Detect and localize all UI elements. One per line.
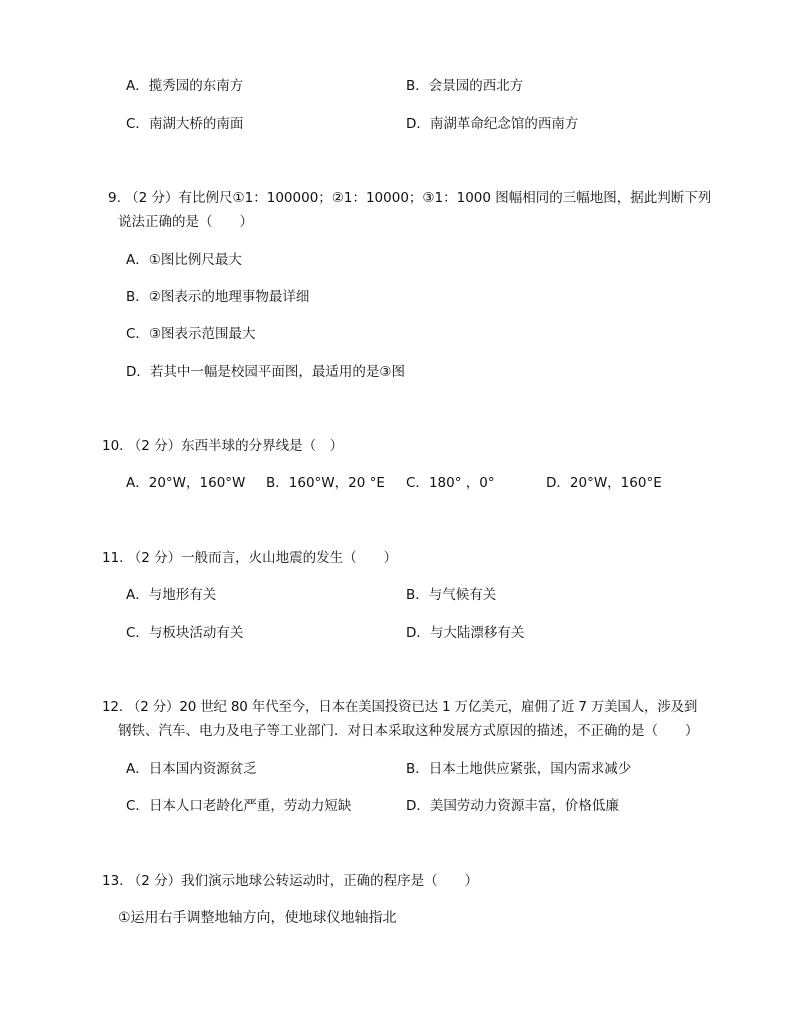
q9-stem-line2: 说法正确的是（ ） — [118, 214, 253, 230]
q10-option-d — [546, 474, 662, 492]
q10-stem: 10. （2 分）东西半球的分界线是（ ） — [102, 438, 344, 454]
option-text: 20°W，160°W — [148, 475, 246, 491]
q11-option-a — [126, 586, 216, 604]
option-text: 与气候有关 — [428, 587, 497, 603]
q10-option-c — [406, 474, 495, 492]
option-label: A． — [126, 761, 149, 777]
option-text: 日本国内资源贫乏 — [148, 761, 257, 777]
q8-option-a — [126, 77, 243, 95]
option-label: B． — [406, 587, 429, 603]
option-text: 美国劳动力资源丰富，价格低廉 — [429, 798, 619, 814]
q10-option-b — [266, 474, 385, 492]
q9-stem-line1: 9. （2 分）有比例尺①1：100000；②1：10000；③1：1000 图幅相同的三幅地图，据此判断下列 — [108, 190, 712, 206]
option-label: C． — [406, 475, 429, 491]
option-label: C． — [126, 625, 149, 641]
q8-option-d — [406, 115, 578, 133]
option-label: C． — [126, 798, 149, 814]
q11-option-d — [406, 624, 524, 642]
option-label: B． — [406, 761, 429, 777]
option-text: 南湖大桥的南面 — [148, 116, 244, 132]
q11-stem: 11. （2 分）一般而言，火山地震的发生（ ） — [102, 550, 398, 566]
option-text: 揽秀园的东南方 — [148, 78, 244, 94]
q11-option-b — [406, 586, 496, 604]
q9-option-c — [126, 325, 256, 343]
option-label: A． — [126, 475, 149, 491]
option-text: ②图表示的地理事物最详细 — [148, 289, 310, 305]
q13-stem: 13. （2 分）我们演示地球公转运动时，正确的程序是（ ） — [102, 873, 479, 889]
option-label: A． — [126, 252, 149, 268]
option-label: C． — [126, 326, 149, 342]
option-text: ①图比例尺最大 — [148, 252, 242, 268]
option-label: D． — [406, 798, 430, 814]
option-text: 160°W，20 °E — [288, 475, 385, 491]
option-text: 20°W，160°E — [569, 475, 662, 491]
q12-stem-line2: 钢铁、汽车、电力及电子等工业部门．对日本采取这种发展方式原因的描述，不正确的是（ ） — [118, 723, 699, 739]
option-text: ③图表示范围最大 — [148, 326, 256, 342]
option-label: C． — [126, 116, 149, 132]
option-label: D． — [546, 475, 570, 491]
option-text: 南湖革命纪念馆的西南方 — [429, 116, 579, 132]
option-text: 与地形有关 — [148, 587, 217, 603]
q13-step1: ①运用右手调整地轴方向，使地球仪地轴指北 — [118, 910, 397, 926]
q12-option-a — [126, 760, 257, 778]
q8-option-c — [126, 115, 243, 133]
q12-option-b — [406, 760, 631, 778]
option-text: 日本土地供应紧张，国内需求减少 — [428, 761, 632, 777]
option-label: A． — [126, 587, 149, 603]
option-text: 会景园的西北方 — [428, 78, 524, 94]
option-text: 与大陆漂移有关 — [429, 625, 525, 641]
q12-stem-line1: 12. （2 分）20 世纪 80 年代至今，日本在美国投资已达 1 万亿美元，雇佣了近 7 万美国人，涉及到 — [102, 699, 698, 715]
q9-option-a — [126, 251, 242, 269]
q10-option-a — [126, 474, 245, 492]
option-label: A． — [126, 78, 149, 94]
option-text: 与板块活动有关 — [148, 625, 244, 641]
option-label: D． — [406, 625, 430, 641]
option-text: 日本人口老龄化严重，劳动力短缺 — [148, 798, 352, 814]
option-label: B． — [126, 289, 149, 305]
q9-option-d — [126, 363, 405, 381]
option-label: B． — [266, 475, 289, 491]
option-label: B． — [406, 78, 429, 94]
option-label: D． — [406, 116, 430, 132]
option-text: 若其中一幅是校园平面图，最适用的是③图 — [149, 364, 406, 380]
q8-option-b — [406, 77, 523, 95]
q12-option-d — [406, 797, 619, 815]
option-text: 180° ，0° — [428, 475, 495, 491]
q11-option-c — [126, 624, 243, 642]
q12-option-c — [126, 797, 351, 815]
q9-option-b — [126, 288, 309, 306]
option-label: D． — [126, 364, 150, 380]
